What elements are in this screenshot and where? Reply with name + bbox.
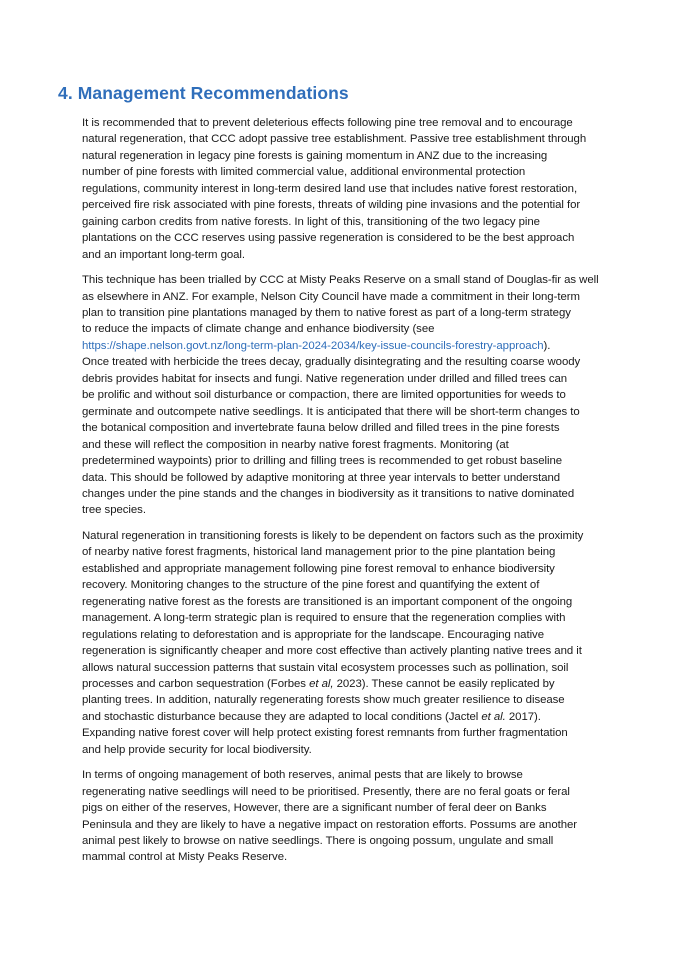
text-line: to reduce the impacts of climate change and enhance biodiversity (see	[82, 323, 435, 336]
citation-italic: et al,	[309, 677, 334, 690]
text-line: allows natural succession patterns that sustain vital ecosystem processes such as pollination, soil	[82, 661, 569, 674]
text-line: Expanding native forest cover will help protect existing forest remnants from further fragmentation	[82, 727, 568, 740]
text-line: as elsewhere in ANZ. For example, Nelson City Council have made a commitment in their long-term	[82, 290, 580, 303]
text-line: the botanical composition and invertebrate fauna below drilled and filled trees in the pine forests	[82, 422, 560, 435]
link-suffix: ).	[543, 339, 551, 352]
text-fragment: 2017).	[505, 710, 541, 723]
text-line: pigs on either of the reserves, However, there are a significant number of feral deer on Banks	[82, 802, 547, 815]
text-line: number of pine forests with limited commercial value, additional environmental protection	[82, 166, 526, 179]
text-fragment: processes and carbon sequestration (Forbes	[82, 677, 310, 690]
text-line: tree species.	[82, 504, 146, 517]
text-line: Natural regeneration in transitioning forests is likely to be dependent on factors such as the proximity	[82, 529, 584, 542]
text-line: perceived fire risk associated with pine forests, threats of wilding pine invasions and the potential for	[82, 199, 581, 212]
nelson-forestry-link[interactable]: https://shape.nelson.govt.nz/long-term-plan-2024-2034/key-issue-councils-forestry-approach	[82, 339, 544, 352]
text-line: This technique has been trialled by CCC at Misty Peaks Reserve on a small stand of Douglas-fir as well	[82, 274, 599, 287]
citation-italic: et al.	[481, 710, 506, 723]
text-line: mammal control at Misty Peaks Reserve.	[82, 851, 288, 864]
text-fragment: and stochastic disturbance because they are adapted to local conditions (Jactel	[82, 710, 482, 723]
text-line: be prolific and without soil disturbance or compaction, there are limited opportunities for weeds to	[82, 389, 566, 402]
text-line: management. A long-term strategic plan is required to ensure that the regeneration complies with	[82, 612, 566, 625]
text-line: recovery. Monitoring changes to the structure of the pine forest and quantifying the extent of	[82, 579, 540, 592]
citation-line-forbes	[82, 676, 602, 692]
section-heading: 4. Management Recommendations	[58, 83, 349, 103]
text-line: and these will reflect the composition in nearby native forest fragments. Monitoring (at	[82, 438, 509, 451]
text-line: of nearby native forest fragments, historical land management prior to the pine plantation being	[82, 546, 556, 559]
text-line: regenerating native seedlings will need to be prioritised. Presently, there are no feral goats or feral	[82, 785, 570, 798]
text-line: plan to transition pine plantations managed by them to native forest as part of a long-term strategy	[82, 306, 571, 319]
text-line: predetermined waypoints) prior to drilling and filling trees is recommended to get robust baseline	[82, 455, 563, 468]
text-line: regeneration is significantly cheaper and more cost effective than actively planting native trees and it	[82, 645, 582, 658]
text-line: regulations relating to deforestation and is appropriate for the landscape. Encouraging native	[82, 628, 544, 641]
link-line	[82, 338, 602, 354]
text-line: It is recommended that to prevent deleterious effects following pine tree removal and to encourage	[82, 117, 573, 129]
text-line: germinate and outcompete native seedlings. It is anticipated that there will be short-term changes to	[82, 405, 580, 418]
text-line: natural regeneration, that CCC adopt passive tree establishment. Passive tree establishment through	[82, 133, 587, 146]
text-line: debris provides habitat for insects and fungi. Native regeneration under drilled and filled trees can	[82, 372, 568, 385]
text-line: Peninsula and they are likely to have a negative impact on restoration efforts. Possums are another	[82, 818, 578, 831]
text-line: Once treated with herbicide the trees decay, gradually disintegrating and the resulting coarse woody	[82, 356, 581, 369]
text-line: natural regeneration in legacy pine forests is gaining momentum in ANZ due to the increasing	[82, 149, 548, 162]
text-line: plantations on the CCC reserves using passive regeneration is considered to be the best approach	[82, 232, 575, 245]
text-line: regenerating native forest as the forests are transitioned is an important component of the ongoing	[82, 595, 573, 608]
paragraph-technique-trial	[82, 272, 602, 519]
paragraph-passive-establishment	[82, 115, 602, 263]
citation-line-jactel	[82, 709, 602, 725]
text-fragment: 2023). These cannot be easily replicated by	[333, 677, 555, 690]
text-line: data. This should be followed by adaptive monitoring at three year intervals to better understand	[82, 471, 561, 484]
text-line: regulations, community interest in long-term desired land use that includes native forest restoration,	[82, 182, 578, 195]
paragraph-natural-regeneration	[82, 528, 602, 758]
text-line: and help provide security for local biodiversity.	[82, 743, 312, 756]
text-line: changes under the pine stands and the changes in biodiversity as it transitions to native dominated	[82, 487, 575, 500]
text-line: and an important long-term goal.	[82, 248, 246, 261]
text-line: gaining carbon credits from native forests. In light of this, transitioning of the two legacy pine	[82, 215, 540, 228]
paragraph-animal-pests	[82, 767, 602, 866]
text-line: In terms of ongoing management of both reserves, animal pests that are likely to browse	[82, 769, 523, 782]
text-line: planting trees. In addition, naturally regenerating forests show much greater resilience to disease	[82, 694, 565, 707]
text-line: animal pest likely to browse on native seedlings. There is ongoing possum, ungulate and small	[82, 835, 554, 848]
text-line: established and appropriate management following pine forest removal to enhance biodiversity	[82, 562, 555, 575]
section-body	[82, 115, 602, 875]
